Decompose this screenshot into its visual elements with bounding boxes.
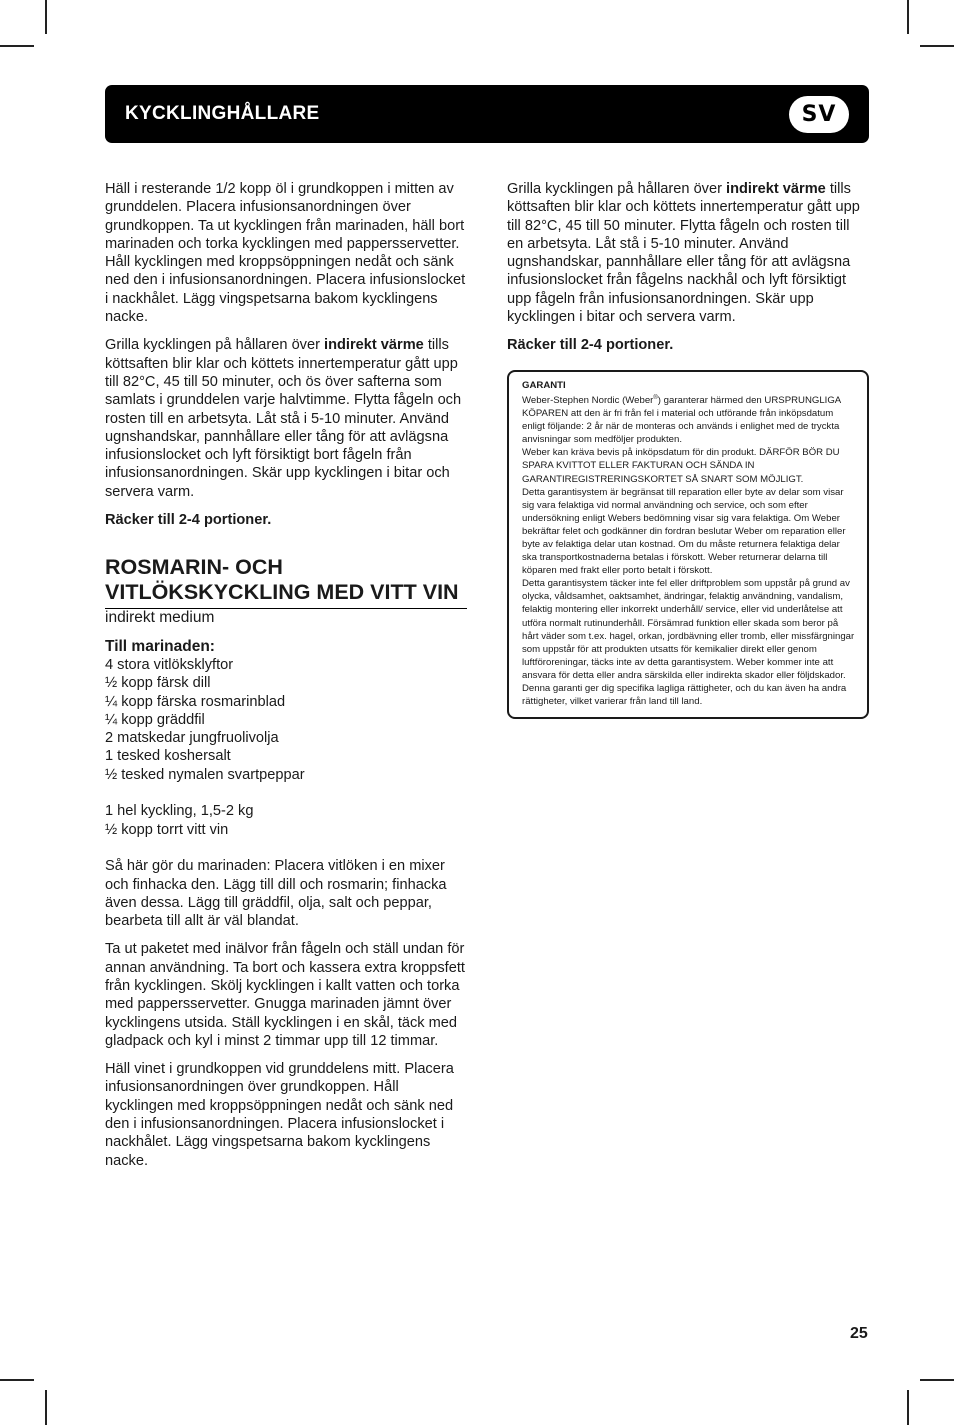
registered-mark: ® — [653, 394, 658, 401]
grill-emphasis: indirekt värme — [726, 181, 826, 197]
other-ingredient-list — [105, 802, 467, 839]
prepare-step: Ta ut paketet med inälvor från fågeln och ställ undan för annan användning. Ta bort och kassera extra kroppsfett från kycklingen. Skölj kycklingen i kallt vatten och torka med pappersservetter. Gnugga marinaden jämnt över kycklingens utsida. Ställ kycklingen i en skål, täck med gladpack och kyl i minst 2 timmar upp till 12 timmar. — [105, 941, 465, 1049]
grill-paragraph — [105, 336, 467, 501]
spacer — [105, 839, 467, 857]
ingredient-item: ½ kopp färsk dill — [105, 675, 211, 692]
warranty-paragraph — [522, 392, 855, 447]
grill-text: Grilla kycklingen på hållaren över — [507, 181, 727, 197]
crop-mark — [907, 0, 909, 34]
page-number: 25 — [850, 1325, 868, 1342]
grill-text-rest: tills köttsaften blir klar och köttets innertemperatur gått upp till 82°C, 45 till 50 minuter, och ös över safterna som samlats i grunddelen varje halvtimme. Flytta fågeln och rosten till en arbetsyta. Låt stå i 5-10 minuter. Använd ugnshandskar, pannhållare eller tång för att avlägsna infusionslocket och lyft försiktigt bort fågeln från infusionsanordningen. Skär upp kycklingen i bitar och servera varm. — [105, 337, 462, 500]
grill-text: Grilla kycklingen på hållaren över — [105, 337, 325, 354]
section-title: KYCKLINGHÅLLARE — [125, 103, 320, 124]
ingredient-item: ½ tesked nymalen svartpeppar — [105, 766, 305, 783]
ingredient-item: ½ kopp torrt vitt vin — [105, 821, 229, 838]
serves-note: Räcker till 2-4 portioner. — [105, 512, 272, 529]
crop-mark — [907, 1390, 909, 1425]
ingredient-item: 1 tesked koshersalt — [105, 748, 231, 765]
heat-level: indirekt medium — [105, 609, 215, 627]
warranty-paragraph: Detta garantisystem täcker inte fel eller driftproblem som uppstår på grund av olycka, våldsamhet, oaktsamhet, ändringar, felaktig användning, vandalism, felaktig montering eller inkorrekt underhåll/ service, eller vid underlåtelse att utföra normalt rutinunderhåll. Försämrad funktion eller skada som beror på hårt väder som t.ex. hagel, orkan, jordbävning eller tromb, eller missfärgningar som uppstår för att produkten utsatts för kemikalier direkt eller genom luftföroreningar, täcks inte av detta garantisystem. Weber kommer inte att ansvara för detta eller andra särskilda eller indirekta skador eller följdskador. Denna garanti ger dig specifika lagliga rättigheter, och du kan även ha andra rättigheter, vilket varierar från land till land. — [522, 578, 855, 708]
wine-step: Häll vinet i grundkoppen vid grunddelens mitt. Placera infusionsanordningen över grundkoppen. Håll kycklingen med kroppsöppningen nedåt och sänk ned den i infusionsanordningen. Placera infusionslocket i nackhålet. Lägg vingspetsarna bakom kycklingens nacke. — [105, 1061, 454, 1169]
crop-mark — [45, 0, 47, 34]
grill-emphasis: indirekt värme — [324, 337, 424, 354]
recipe-title-line1: ROSMARIN- OCH — [105, 555, 283, 580]
ingredient-item: ¼ kopp gräddfil — [105, 711, 205, 728]
marinade-ingredient-list — [105, 656, 467, 784]
warranty-text-rest: ) garanterar härmed den URSPRUNGLIGA KÖPAREN att den är fri från fel i material och utförande från inköpsdatum enligt följande: 2 år när de monteras och används i enlighet med de tryckta anvisningar som medföljer produkten. — [522, 394, 841, 446]
language-badge: SV — [789, 96, 849, 133]
marinade-heading: Till marinaden: — [105, 637, 215, 655]
crop-mark — [45, 1390, 47, 1425]
grill-paragraph — [507, 180, 869, 326]
ingredient-item: ¼ kopp färska rosmarinblad — [105, 693, 286, 710]
warranty-paragraph: Detta garantisystem är begränsat till reparation eller byte av delar som visar sig vara felaktiga vid normal användning och service, och som efter undersökning enligt Webers bedömning visar sig vara felaktiga. Om Weber bekräftar felet och godkänner din fordran beslutar Weber om reparation eller byte av felaktiga delar utan kostnad. Om du måste returnera felaktiga delar ska transportkostnaderna betalas i förskott. Weber returnerar delarna till köparen med frakt eller porto betalt i förskott. — [522, 486, 846, 577]
left-column — [105, 180, 467, 1180]
warranty-paragraph: Weber kan kräva bevis på inköpsdatum för din produkt. DÄRFÖR BÖR DU SPARA KVITTOT ELLER FAKTURAN OCH SÄNDA IN GARANTIREGISTRERINGSKORTET SÅ SNART SOM MÖJLIGT. — [522, 447, 840, 485]
crop-mark — [0, 45, 34, 47]
marinade-step: Så här gör du marinaden: Placera vitlöken i en mixer och finhacka den. Lägg till dill och rosmarin; finhacka även dessa. Lägg till gräddfil, olja, salt och peppar, bearbeta till allt är väl blandat. — [105, 858, 447, 930]
crop-mark — [0, 1379, 34, 1381]
warranty-box — [507, 370, 869, 720]
warranty-title: GARANTI — [522, 379, 566, 391]
right-column — [507, 180, 869, 719]
crop-mark — [920, 1379, 954, 1381]
ingredient-item: 2 matskedar jungfruolivolja — [105, 730, 279, 747]
serves-note: Räcker till 2-4 portioner. — [507, 337, 674, 354]
spacer — [105, 784, 467, 802]
section-header-bar — [105, 85, 869, 143]
ingredient-item: 4 stora vitlöksklyftor — [105, 656, 234, 673]
ingredient-item: 1 hel kyckling, 1,5-2 kg — [105, 803, 254, 820]
crop-mark — [920, 45, 954, 47]
recipe-title-line2: VITLÖKSKYCKLING MED VITT VIN — [105, 580, 459, 605]
recipe-title — [105, 555, 467, 609]
intro-paragraph: Häll i resterande 1/2 kopp öl i grundkoppen i mitten av grunddelen. Placera infusionsanordningen över grundkoppen. Ta ut kycklingen från marinaden, häll bort marinaden och torka kycklingen med pappersservetter. Håll kycklingen med kroppsöppningen nedåt och sänk ned den i infusionsanordningen. Placera infusionslocket i nackhålet. Lägg vingspetsarna bakom kycklingens nacke. — [105, 181, 466, 326]
grill-text-rest: tills köttsaften blir klar och köttets innertemperatur gått upp till 82°C, 45 till 50 minuter. Flytta fågeln och rosten till en arbetsyta. Låt stå i 5-10 minuter. Använd ugnshandskar, pannhållare eller tång för att avlägsna infusionslocket från fågelns nackhål och lyft försiktigt upp fågeln från infusionsanordningen. Skär upp kycklingen i bitar och servera varm. — [507, 181, 860, 326]
warranty-text: Weber-Stephen Nordic (Weber — [522, 394, 654, 406]
